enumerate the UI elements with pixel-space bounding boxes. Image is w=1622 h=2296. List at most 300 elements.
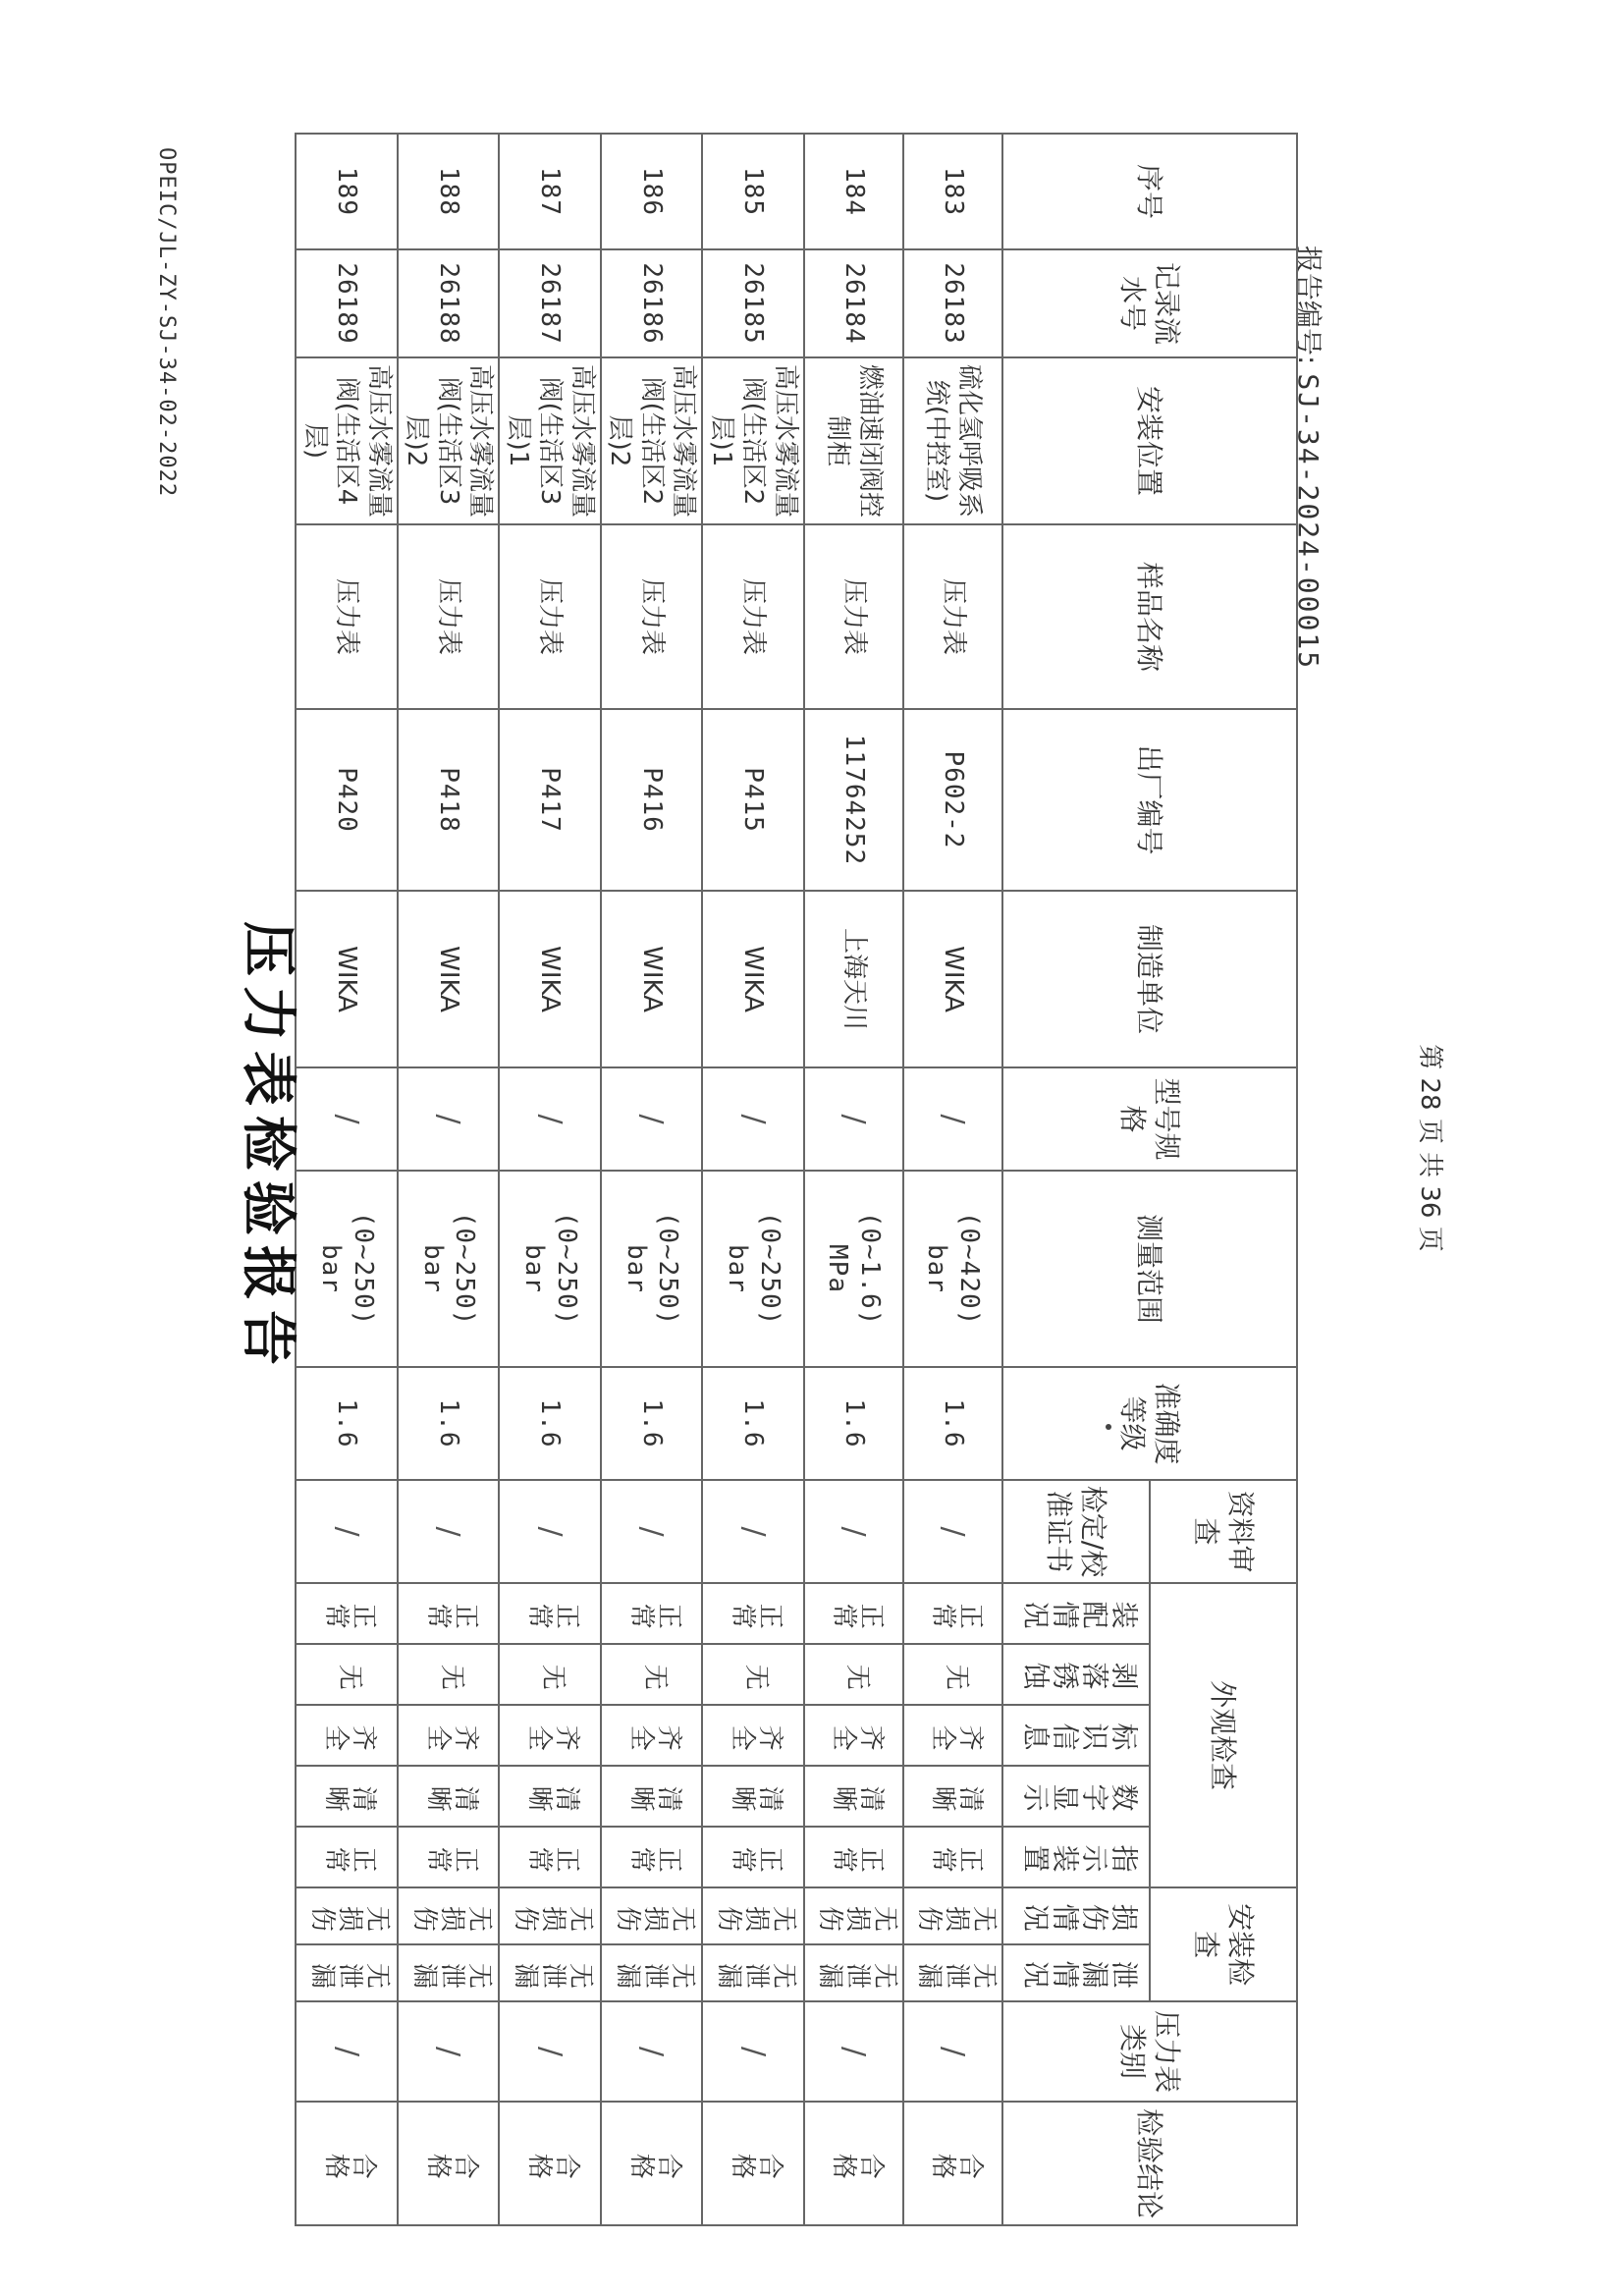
cell-model [500, 1067, 602, 1171]
seq-text: 189 [332, 167, 362, 216]
acc-text: 1.6 [838, 1398, 869, 1449]
table-row [903, 134, 1002, 2225]
cell-sample [297, 524, 399, 709]
cell-pointer [500, 1827, 602, 1887]
cell-maker [500, 891, 602, 1067]
header-accuracy: 准确度等级 [1002, 1367, 1297, 1480]
cell-record [804, 249, 903, 357]
digit-text: 清晰 [628, 1781, 683, 1812]
leak-text: 无泄漏 [915, 1958, 999, 1989]
range-value: (0~250) [653, 1211, 683, 1327]
cell-sample [804, 524, 903, 709]
result-text: 合格 [830, 2149, 886, 2179]
model-text: / [837, 1114, 872, 1124]
result-text: 合格 [323, 2149, 379, 2179]
cell-acc [903, 1367, 1002, 1480]
label-text: 齐全 [323, 1721, 379, 1751]
cell-sample [903, 524, 1002, 709]
header-row-1 [1150, 134, 1297, 2225]
cell-factory [500, 709, 602, 891]
cell-acc [500, 1367, 602, 1480]
cell-result [297, 2102, 399, 2225]
header-inst-leak: 泄漏情况 [1002, 1944, 1150, 2001]
peel-text: 无 [540, 1660, 568, 1690]
gtype-text: / [533, 2047, 568, 2057]
leak-text: 无泄漏 [411, 1958, 494, 1989]
cell-acc [601, 1367, 703, 1480]
cell-maker [703, 891, 805, 1067]
cell-assembly [601, 1583, 703, 1644]
cell-gtype [297, 2001, 399, 2102]
range-unit: bar [621, 1244, 651, 1293]
header-app-label: 标识信息 [1002, 1705, 1150, 1766]
form-code: OPEIC/JL-ZY-SJ-34-02-2022 [154, 147, 179, 498]
record-text: 26187 [535, 262, 566, 345]
label-text: 齐全 [526, 1721, 582, 1751]
seq-text: 188 [434, 167, 463, 216]
cell-range [903, 1171, 1002, 1367]
cell-range [601, 1171, 703, 1367]
damage-text: 无损伤 [615, 1901, 697, 1932]
gtype-text: / [837, 2047, 872, 2057]
label-text: 齐全 [830, 1721, 886, 1751]
cell-model [601, 1067, 703, 1171]
cell-record [500, 249, 602, 357]
cell-seq [903, 134, 1002, 249]
cert-text: / [936, 1526, 971, 1537]
cell-leak [297, 1944, 399, 2001]
cell-seq [804, 134, 903, 249]
cell-result [601, 2102, 703, 2225]
result-text: 合格 [425, 2149, 480, 2179]
pointer-text: 正常 [323, 1842, 379, 1873]
header-record-no: 记录流水号 [1002, 249, 1297, 357]
label-text: 齐全 [425, 1721, 480, 1751]
damage-text: 无损伤 [915, 1901, 999, 1932]
cell-leak [804, 1944, 903, 2001]
pointer-text: 正常 [730, 1842, 785, 1873]
factory-text: P416 [637, 767, 667, 833]
cell-seq [500, 134, 602, 249]
factory-text: P602-2 [938, 750, 968, 849]
location-text: 硫化氢呼吸系统(中控室) [922, 363, 984, 518]
range-value: (0~250) [348, 1211, 378, 1327]
cell-location [804, 357, 903, 524]
cell-assembly [703, 1583, 805, 1644]
page-title: 压力表检验报告 [236, 921, 299, 1375]
cell-maker [903, 891, 1002, 1067]
model-text: / [330, 1114, 364, 1124]
cell-factory [601, 709, 703, 891]
cell-pointer [703, 1827, 805, 1887]
factory-text: P418 [434, 767, 463, 833]
cell-assembly [297, 1583, 399, 1644]
cell-range [297, 1171, 399, 1367]
model-text: / [736, 1114, 771, 1124]
cell-location [297, 357, 399, 524]
range-value: (0~420) [954, 1211, 984, 1327]
report-number-value: SJ-34-2024-00015 [1292, 373, 1325, 671]
damage-text: 无损伤 [716, 1901, 799, 1932]
cell-leak [398, 1944, 500, 2001]
cell-cert [601, 1480, 703, 1583]
record-text: 26188 [434, 262, 463, 345]
leak-text: 无泄漏 [716, 1958, 799, 1989]
cell-record [703, 249, 805, 357]
range-unit: bar [723, 1244, 753, 1293]
damage-text: 无损伤 [309, 1901, 393, 1932]
sample-text: 压力表 [332, 577, 362, 655]
cell-digit [804, 1766, 903, 1827]
cell-leak [703, 1944, 805, 2001]
label-text: 齐全 [628, 1721, 683, 1751]
cell-range [804, 1171, 903, 1367]
digit-text: 清晰 [830, 1781, 886, 1812]
cell-range [500, 1171, 602, 1367]
cell-cert [903, 1480, 1002, 1583]
acc-text: 1.6 [637, 1398, 667, 1449]
header-gauge-type: 压力表类别 [1002, 2001, 1297, 2102]
cell-leak [500, 1944, 602, 2001]
peel-text: 无 [439, 1660, 466, 1690]
model-text: / [634, 1114, 670, 1124]
pointer-text: 正常 [425, 1842, 480, 1873]
cell-record [601, 249, 703, 357]
cell-factory [804, 709, 903, 891]
cell-gtype [398, 2001, 500, 2102]
cell-model [804, 1067, 903, 1171]
maker-text: WIKA [535, 946, 566, 1012]
pointer-text: 正常 [628, 1842, 683, 1873]
record-text: 26186 [637, 262, 667, 345]
digit-text: 清晰 [526, 1781, 582, 1812]
cell-pointer [601, 1827, 703, 1887]
cell-digit [297, 1766, 399, 1827]
cell-factory [398, 709, 500, 891]
cell-peel [500, 1644, 602, 1705]
cell-result [398, 2102, 500, 2225]
cell-peel [903, 1644, 1002, 1705]
digit-text: 清晰 [730, 1781, 785, 1812]
cell-assembly [500, 1583, 602, 1644]
cell-digit [398, 1766, 500, 1827]
range-value: (0~250) [754, 1211, 784, 1327]
cert-text: / [634, 1526, 670, 1537]
acc-text: 1.6 [332, 1398, 362, 1449]
pointer-text: 正常 [929, 1842, 985, 1873]
header-doc-cert: 检定/校准证书 [1002, 1480, 1150, 1583]
sample-text: 压力表 [535, 577, 566, 655]
pointer-text: 正常 [830, 1842, 886, 1873]
range-unit: bar [417, 1244, 448, 1293]
cell-sample [703, 524, 805, 709]
assembly-text: 正常 [830, 1599, 886, 1629]
cell-pointer [903, 1827, 1002, 1887]
gtype-text: / [936, 2047, 971, 2057]
record-text: 26185 [738, 262, 769, 345]
cell-maker [297, 891, 399, 1067]
table-row [703, 134, 805, 2225]
cell-cert [398, 1480, 500, 1583]
table-row [500, 134, 602, 2225]
cell-damage [601, 1887, 703, 1944]
cell-damage [804, 1887, 903, 1944]
cell-digit [703, 1766, 805, 1827]
sample-text: 压力表 [637, 577, 667, 655]
cell-gtype [601, 2001, 703, 2102]
table-row [398, 134, 500, 2225]
gtype-text: / [431, 2047, 466, 2057]
record-text: 26189 [332, 262, 362, 345]
sample-text: 压力表 [434, 577, 463, 655]
range-unit: bar [922, 1244, 952, 1293]
cell-record [398, 249, 500, 357]
assembly-text: 正常 [526, 1599, 582, 1629]
maker-text: WIKA [938, 946, 968, 1012]
cell-seq [398, 134, 500, 249]
cell-sample [398, 524, 500, 709]
cell-seq [297, 134, 399, 249]
cell-damage [703, 1887, 805, 1944]
header-range: 测量范围 [1002, 1171, 1297, 1367]
cell-label [297, 1705, 399, 1766]
factory-text: P415 [738, 767, 769, 833]
header-inst-damage: 损伤情况 [1002, 1887, 1150, 1944]
table-row [601, 134, 703, 2225]
cell-label [703, 1705, 805, 1766]
cell-factory [703, 709, 805, 891]
table-row [804, 134, 903, 2225]
digit-text: 清晰 [425, 1781, 480, 1812]
acc-text: 1.6 [434, 1398, 463, 1449]
cell-gtype [903, 2001, 1002, 2102]
header-app-pointer: 指示装置 [1002, 1827, 1150, 1887]
leak-text: 无泄漏 [615, 1958, 697, 1989]
cert-text: / [533, 1526, 568, 1537]
cell-location [601, 357, 703, 524]
cell-model [903, 1067, 1002, 1171]
cell-cert [703, 1480, 805, 1583]
acc-text: 1.6 [938, 1398, 968, 1449]
maker-text: WIKA [332, 946, 362, 1012]
seq-text: 185 [738, 167, 769, 216]
acc-text: 1.6 [738, 1398, 769, 1449]
gtype-text: / [634, 2047, 670, 2057]
cell-acc [703, 1367, 805, 1480]
cell-location [398, 357, 500, 524]
cell-model [398, 1067, 500, 1171]
location-text: 高压水雾流量阀(生活区2层)1 [707, 363, 800, 518]
cell-label [398, 1705, 500, 1766]
maker-text: WIKA [434, 946, 463, 1012]
sample-text: 压力表 [938, 577, 968, 655]
location-text: 高压水雾流量阀(生活区3层)2 [402, 363, 496, 518]
header-install: 安装检查 [1150, 1887, 1297, 2001]
cell-result [703, 2102, 805, 2225]
gtype-text: / [736, 2047, 771, 2057]
cell-sample [500, 524, 602, 709]
damage-text: 无损伤 [513, 1901, 596, 1932]
cell-factory [297, 709, 399, 891]
cell-peel [703, 1644, 805, 1705]
range-value: (0~250) [450, 1211, 480, 1327]
cell-pointer [804, 1827, 903, 1887]
cell-damage [398, 1887, 500, 1944]
cell-gtype [500, 2001, 602, 2102]
cell-cert [804, 1480, 903, 1583]
cell-acc [398, 1367, 500, 1480]
pointer-text: 正常 [526, 1842, 582, 1873]
cell-assembly [903, 1583, 1002, 1644]
model-text: / [936, 1114, 971, 1124]
cell-record [297, 249, 399, 357]
cell-result [903, 2102, 1002, 2225]
leak-text: 无泄漏 [309, 1958, 393, 1989]
digit-text: 清晰 [323, 1781, 379, 1812]
cell-assembly [804, 1583, 903, 1644]
peel-text: 无 [843, 1660, 872, 1690]
cell-leak [601, 1944, 703, 2001]
cell-digit [903, 1766, 1002, 1827]
cell-sample [601, 524, 703, 709]
factory-text: 11764252 [838, 734, 869, 866]
location-text: 高压水雾流量阀(生活区2层)2 [605, 363, 699, 518]
cell-seq [703, 134, 805, 249]
cell-range [703, 1171, 805, 1367]
peel-text: 无 [943, 1660, 971, 1690]
damage-text: 无损伤 [816, 1901, 899, 1932]
range-unit: MPa [823, 1244, 853, 1293]
range-unit: bar [519, 1244, 550, 1293]
sample-text: 压力表 [738, 577, 769, 655]
cell-label [601, 1705, 703, 1766]
cell-location [500, 357, 602, 524]
peel-text: 无 [743, 1660, 772, 1690]
cell-location [903, 357, 1002, 524]
result-text: 合格 [628, 2149, 683, 2179]
cell-result [500, 2102, 602, 2225]
digit-text: 清晰 [929, 1781, 985, 1812]
location-text: 高压水雾流量阀(生活区4层) [300, 363, 394, 518]
seq-text: 184 [838, 167, 869, 216]
cell-peel [804, 1644, 903, 1705]
cert-text: / [837, 1526, 872, 1537]
cert-text: / [330, 1526, 364, 1537]
cell-range [398, 1171, 500, 1367]
model-text: / [431, 1114, 466, 1124]
report-number-label: 报告编号: [1292, 246, 1325, 365]
cell-peel [601, 1644, 703, 1705]
model-text: / [533, 1114, 568, 1124]
cell-assembly [398, 1583, 500, 1644]
location-text: 高压水雾流量阀(生活区3层)1 [504, 363, 597, 518]
assembly-text: 正常 [628, 1599, 683, 1629]
header-seq: 序号 [1002, 134, 1297, 249]
maker-text: WIKA [738, 946, 769, 1012]
cell-damage [903, 1887, 1002, 1944]
header-doc-review: 资料审查 [1150, 1480, 1297, 1583]
cell-gtype [703, 2001, 805, 2102]
table-row [297, 134, 399, 2225]
range-value: (0~250) [551, 1211, 581, 1327]
cell-pointer [398, 1827, 500, 1887]
cell-maker [601, 891, 703, 1067]
cell-maker [804, 891, 903, 1067]
cell-record [903, 249, 1002, 357]
range-value: (0~1.6) [855, 1211, 885, 1327]
header-app-peel: 剥落锈蚀 [1002, 1644, 1150, 1705]
factory-text: P417 [535, 767, 566, 833]
factory-text: P420 [332, 767, 362, 833]
cell-digit [601, 1766, 703, 1827]
leak-text: 无泄漏 [513, 1958, 596, 1989]
maker-text: 上海天川 [838, 927, 869, 1030]
cell-acc [297, 1367, 399, 1480]
cert-text: / [431, 1526, 466, 1537]
result-text: 合格 [730, 2149, 785, 2179]
leak-text: 无泄漏 [816, 1958, 899, 1989]
gtype-text: / [330, 2047, 364, 2057]
seq-text: 187 [535, 167, 566, 216]
cell-result [804, 2102, 903, 2225]
cell-damage [500, 1887, 602, 1944]
cell-digit [500, 1766, 602, 1827]
cell-peel [297, 1644, 399, 1705]
cell-maker [398, 891, 500, 1067]
range-unit: bar [316, 1244, 347, 1293]
inspection-table [296, 133, 1299, 2226]
assembly-text: 正常 [323, 1599, 379, 1629]
cell-gtype [804, 2001, 903, 2102]
header-sample: 样品名称 [1002, 524, 1297, 709]
record-text: 26184 [838, 262, 869, 345]
maker-text: WIKA [637, 946, 667, 1012]
header-factory-no: 出厂编号 [1002, 709, 1297, 891]
cell-label [903, 1705, 1002, 1766]
cell-model [703, 1067, 805, 1171]
header-app-digit: 数字显示 [1002, 1766, 1150, 1827]
cell-damage [297, 1887, 399, 1944]
location-text: 燃油速闭阀控制柜 [823, 363, 885, 518]
cell-label [500, 1705, 602, 1766]
cell-pointer [297, 1827, 399, 1887]
cell-acc [804, 1367, 903, 1480]
assembly-text: 正常 [929, 1599, 985, 1629]
sample-text: 压力表 [838, 577, 869, 655]
assembly-text: 正常 [730, 1599, 785, 1629]
peel-text: 无 [337, 1660, 365, 1690]
cell-cert [297, 1480, 399, 1583]
cell-cert [500, 1480, 602, 1583]
header-model: 型号规格 [1002, 1067, 1297, 1171]
cell-label [804, 1705, 903, 1766]
cell-model [297, 1067, 399, 1171]
table-body [297, 134, 1298, 2225]
header-app-assembly: 装配情况 [1002, 1583, 1150, 1644]
cell-seq [601, 134, 703, 249]
peel-text: 无 [642, 1660, 670, 1690]
header-maker: 制造单位 [1002, 891, 1297, 1067]
result-text: 合格 [526, 2149, 582, 2179]
cell-factory [903, 709, 1002, 891]
header-location: 安装位置 [1002, 357, 1297, 524]
acc-text: 1.6 [535, 1398, 566, 1449]
record-text: 26183 [938, 262, 968, 345]
result-text: 合格 [929, 2149, 985, 2179]
cell-peel [398, 1644, 500, 1705]
page-number: 第 28 页 共 36 页 [1415, 1044, 1444, 1252]
cell-leak [903, 1944, 1002, 2001]
